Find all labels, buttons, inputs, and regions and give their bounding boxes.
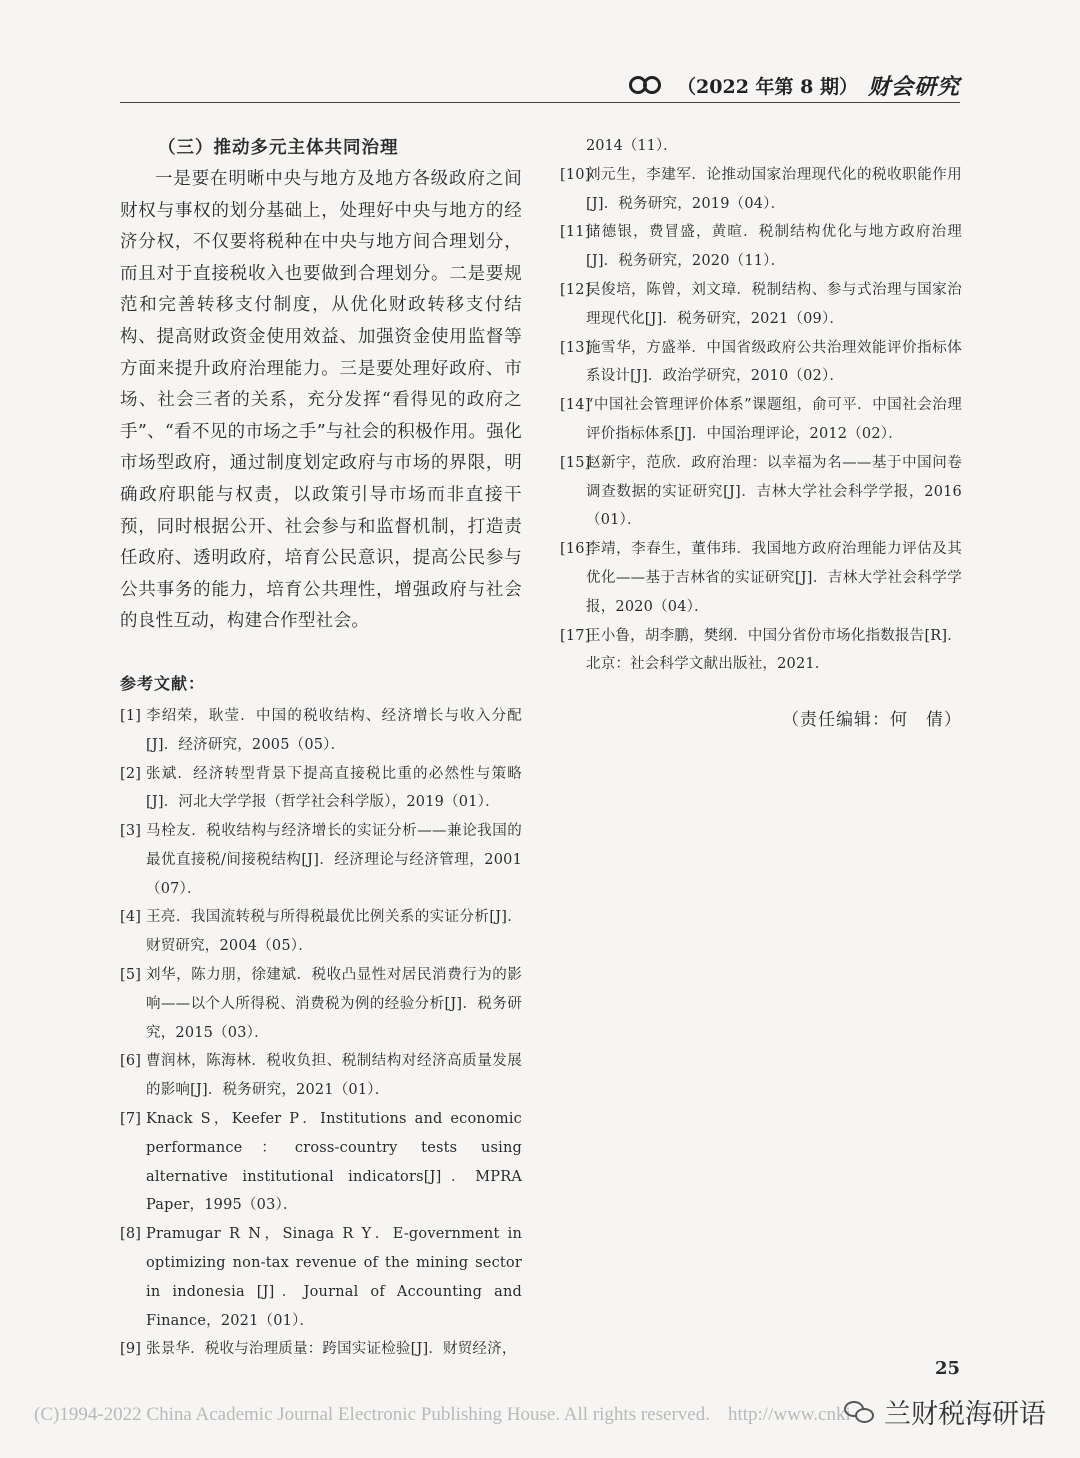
page-number: 25	[934, 1358, 960, 1379]
reference-item	[120, 1335, 522, 1364]
section-title: （三）推动多元主体共同治理	[158, 138, 399, 158]
body-paragraph: 一是要在明晰中央与地方及地方各级政府之间财权与事权的划分基础上，处理好中央与地方的经济分权，不仅要将税种在中央与地方间合理划分，而且对于直接税收入也要做到合理划分。二是要规范和完善转移支付制度，从优化财政转移支付结构、提高财政资金使用效益、加强资金使用监督等方面来提升政府治理能力。三是要处理好政府、市场、社会三者的关系，充分发挥“看得见的政府之手”、“看不见的市场之手”与社会的积极作用。强化市场型政府，通过制度划定政府与市场的界限，明确政府职能与权责，以政策引导市场而非直接干预，同时根据公开、社会参与和监督机制，打造责任政府、透明政府，培育公民意识，提高公民参与公共事务的能力，培育公共理性，增强政府与社会的良性互动，构建合作型社会。	[120, 169, 522, 632]
reference-text: 吴俊培，陈曾，刘文璋．税制结构、参与式治理与国家治理现代化[J]．税务研究，2021（09）．	[586, 281, 962, 327]
reference-number: [17]	[560, 627, 591, 644]
reference-number: [13]	[560, 339, 591, 356]
wechat-watermark	[844, 1392, 1046, 1431]
reference-number: [15]	[560, 454, 591, 471]
journal-name: 财会研究	[867, 74, 960, 100]
reference-number: [2]	[120, 765, 142, 782]
reference-number: [3]	[120, 823, 142, 840]
journal-logo-icon	[629, 74, 669, 98]
reference-text: 王亮．我国流转税与所得税最优比例关系的实证分析[J]．财贸研究，2004（05）．	[146, 909, 522, 955]
reference-text: 李绍荣，耿莹．中国的税收结构、经济增长与收入分配[J]．经济研究，2005（05）．	[146, 707, 522, 753]
reference-number: [10]	[560, 166, 591, 183]
reference-text: 刘元生，李建军．论推动国家治理现代化的税收职能作用[J]．税务研究，2019（04）．	[586, 166, 962, 212]
reference-item	[120, 1220, 522, 1335]
watermark-text: 兰财税海研语	[884, 1399, 1046, 1430]
reference-item	[120, 1105, 522, 1220]
reference-text: 马栓友．税收结构与经济增长的实证分析——兼论我国的最优直接税/间接税结构[J]．经济理论与经济管理，2001（07）．	[146, 823, 522, 897]
reference-number: [12]	[560, 281, 591, 298]
reference-item	[120, 1047, 522, 1105]
reference-item	[560, 276, 962, 334]
reference-item	[120, 702, 522, 760]
copyright-text: (C)1994-2022 China Academic Journal Electronic Publishing House. All rights reserved.	[34, 1404, 710, 1425]
page-header	[120, 62, 960, 103]
reference-text: Knack S，Keefer P．Institutions and economic performance：cross-country tests using alternative institutional indicators[J]．MPRA Paper，1995（03）．	[146, 1111, 522, 1214]
reference-text: 张景华．税收与治理质量：跨国实证检验[J]．财贸经济，	[146, 1341, 517, 1358]
reference-item	[560, 218, 962, 276]
left-column	[120, 132, 522, 1364]
reference-item	[120, 903, 522, 961]
journal-info	[629, 70, 960, 101]
reference-text: 施雪华，方盛举．中国省级政府公共治理效能评价指标体系设计[J]．政治学研究，2010（02）．	[586, 339, 962, 385]
reference-list	[560, 161, 962, 679]
reference-item	[120, 760, 522, 818]
footer-url[interactable]: http://www.cnki	[727, 1404, 851, 1425]
reference-item	[560, 622, 962, 680]
reference-item	[560, 334, 962, 392]
reference-list	[120, 702, 522, 1364]
reference-item	[560, 161, 962, 219]
reference-number: [1]	[120, 707, 142, 724]
reference-text: 刘华，陈力朋，徐建斌．税收凸显性对居民消费行为的影响——以个人所得税、消费税为例的经验分析[J]．税务研究，2015（03）．	[146, 967, 522, 1041]
reference-number: [9]	[120, 1341, 142, 1358]
reference-item	[560, 449, 962, 535]
reference-text: 赵新宇，范欣．政府治理：以幸福为名——基于中国问卷调查数据的实证研究[J]．吉林大学社会科学学报，2016（01）．	[586, 454, 962, 529]
reference-item	[120, 817, 522, 903]
reference-number: [4]	[120, 909, 142, 926]
reference-text: Pramugar R N，Sinaga R Y．E-government in optimizing non-tax revenue of the mining sector in indonesia [J]．Journal of Accounting and Finance，2021（01）．	[146, 1226, 522, 1329]
reference-number: [16]	[560, 541, 591, 558]
reference-text: 张斌．经济转型背景下提高直接税比重的必然性与策略[J]．河北大学学报（哲学社会科学版），2019（01）．	[146, 765, 522, 811]
reference-text: 李靖，李春生，董伟玮．我国地方政府治理能力评估及其优化——基于吉林省的实证研究[J]．吉林大学社会科学学报，2020（04）．	[586, 541, 962, 615]
reference-number: [11]	[560, 224, 591, 241]
issue-label: （2022 年第 8 期）	[677, 76, 858, 98]
wechat-icon	[844, 1399, 876, 1425]
reference-number: [6]	[120, 1053, 142, 1070]
reference-number: [8]	[120, 1226, 142, 1243]
reference-text: 储德银，费冒盛，黄暄．税制结构优化与地方政府治理[J]．税务研究，2020（11）．	[586, 224, 962, 270]
reference-text: “中国社会管理评价体系”课题组，俞可平．中国社会治理评价指标体系[J]．中国治理评论，2012（02）．	[586, 397, 962, 442]
reference-number: [14]	[560, 397, 591, 414]
reference-text: 曹润林，陈海林．税收负担、税制结构对经济高质量发展的影响[J]．税务研究，2021（01）．	[146, 1053, 522, 1099]
reference-number: [7]	[120, 1111, 142, 1128]
reference-number: [5]	[120, 967, 142, 984]
right-column	[560, 132, 962, 730]
references-heading: 参考文献：	[120, 673, 206, 693]
reference-item	[560, 535, 962, 621]
reference-continuation: 2014（11）．	[586, 138, 678, 154]
responsible-editor: （责任编辑：何 倩）	[782, 710, 962, 731]
reference-item	[560, 391, 962, 449]
reference-text: 王小鲁，胡李鹏，樊纲．中国分省份市场化指数报告[R]．北京：社会科学文献出版社，2021．	[586, 627, 962, 673]
copyright-footer	[34, 1404, 851, 1426]
reference-item	[120, 961, 522, 1047]
